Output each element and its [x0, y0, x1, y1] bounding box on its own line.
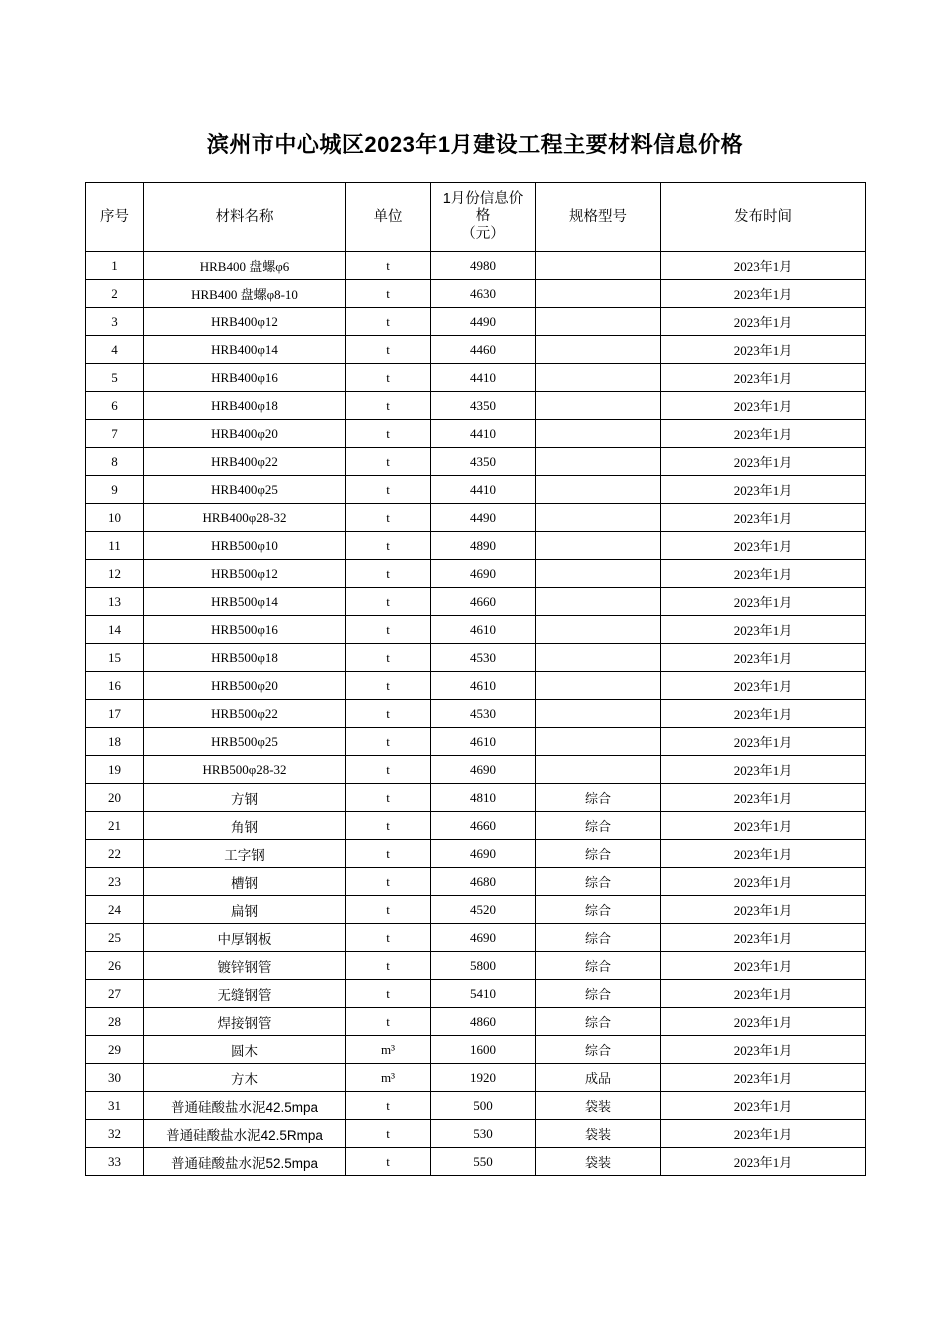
cell-price: 4410 [431, 476, 536, 504]
cell-spec: 综合 [536, 868, 661, 896]
column-header-price [431, 183, 536, 252]
cell-publish-date: 2023年1月 [661, 868, 866, 896]
cell-price: 4690 [431, 560, 536, 588]
cell-publish-date: 2023年1月 [661, 476, 866, 504]
cell-publish-date: 2023年1月 [661, 364, 866, 392]
cell-spec [536, 504, 661, 532]
cell-publish-date: 2023年1月 [661, 896, 866, 924]
column-header-price-line3: （元） [461, 225, 505, 242]
cell-material-name: 镀锌钢管 [144, 952, 346, 980]
cell-unit: t [346, 588, 431, 616]
cell-material-name: HRB500φ22 [144, 700, 346, 728]
cell-material-name: 圆木 [144, 1036, 346, 1064]
cell-publish-date: 2023年1月 [661, 980, 866, 1008]
cell-price: 4610 [431, 616, 536, 644]
table-row [86, 1092, 866, 1120]
cell-spec: 综合 [536, 924, 661, 952]
cell-material-name: HRB500φ10 [144, 532, 346, 560]
cell-publish-date: 2023年1月 [661, 420, 866, 448]
cell-unit: t [346, 476, 431, 504]
cell-publish-date: 2023年1月 [661, 308, 866, 336]
cell-publish-date: 2023年1月 [661, 1008, 866, 1036]
column-header-index: 序号 [86, 183, 144, 252]
cell-unit: t [346, 868, 431, 896]
cell-spec [536, 700, 661, 728]
cell-material-name: 方钢 [144, 784, 346, 812]
cell-unit: t [346, 728, 431, 756]
cell-spec [536, 336, 661, 364]
cell-index: 28 [86, 1008, 144, 1036]
cell-unit: t [346, 308, 431, 336]
cell-price: 4350 [431, 448, 536, 476]
cell-unit: t [346, 756, 431, 784]
cell-material-name: 扁钢 [144, 896, 346, 924]
cell-material-name: 中厚钢板 [144, 924, 346, 952]
cell-price: 530 [431, 1120, 536, 1148]
cell-material-name: HRB400φ18 [144, 392, 346, 420]
cell-publish-date: 2023年1月 [661, 504, 866, 532]
cell-spec [536, 364, 661, 392]
cell-publish-date: 2023年1月 [661, 336, 866, 364]
table-row [86, 840, 866, 868]
table-row [86, 672, 866, 700]
table-row [86, 1064, 866, 1092]
cell-spec: 袋装 [536, 1092, 661, 1120]
price-table-container [85, 182, 865, 1176]
table-row [86, 1148, 866, 1176]
cell-price: 1920 [431, 1064, 536, 1092]
cell-unit: t [346, 700, 431, 728]
cell-material-name: 方木 [144, 1064, 346, 1092]
cell-unit: t [346, 616, 431, 644]
cell-unit: t [346, 504, 431, 532]
cell-unit: t [346, 784, 431, 812]
cell-price: 4530 [431, 700, 536, 728]
cell-unit: t [346, 420, 431, 448]
cell-price: 4610 [431, 728, 536, 756]
cell-unit: t [346, 1148, 431, 1176]
table-row [86, 756, 866, 784]
cell-index: 24 [86, 896, 144, 924]
table-row [86, 952, 866, 980]
table-row [86, 392, 866, 420]
cell-material-name: HRB400φ25 [144, 476, 346, 504]
cell-unit: t [346, 840, 431, 868]
cell-unit: t [346, 448, 431, 476]
cell-unit: t [346, 952, 431, 980]
column-header-material: 材料名称 [144, 183, 346, 252]
cell-index: 33 [86, 1148, 144, 1176]
cell-publish-date: 2023年1月 [661, 280, 866, 308]
cell-material-name: HRB500φ20 [144, 672, 346, 700]
table-row [86, 896, 866, 924]
table-row [86, 924, 866, 952]
cell-spec [536, 532, 661, 560]
table-row [86, 448, 866, 476]
cell-index: 20 [86, 784, 144, 812]
table-row [86, 560, 866, 588]
table-row [86, 868, 866, 896]
cell-material-name: 焊接钢管 [144, 1008, 346, 1036]
cell-publish-date: 2023年1月 [661, 1092, 866, 1120]
cell-publish-date: 2023年1月 [661, 1148, 866, 1176]
cell-price: 4690 [431, 840, 536, 868]
table-row [86, 336, 866, 364]
table-row [86, 308, 866, 336]
table-row [86, 1008, 866, 1036]
cell-index: 6 [86, 392, 144, 420]
cell-index: 21 [86, 812, 144, 840]
table-row [86, 980, 866, 1008]
cell-index: 14 [86, 616, 144, 644]
cell-price: 4350 [431, 392, 536, 420]
cell-spec: 综合 [536, 1008, 661, 1036]
cell-publish-date: 2023年1月 [661, 1064, 866, 1092]
table-row [86, 504, 866, 532]
cell-price: 550 [431, 1148, 536, 1176]
cell-unit: t [346, 252, 431, 280]
cell-publish-date: 2023年1月 [661, 840, 866, 868]
cell-price: 4890 [431, 532, 536, 560]
cell-index: 19 [86, 756, 144, 784]
table-row [86, 1120, 866, 1148]
cell-unit: t [346, 644, 431, 672]
cell-price: 4520 [431, 896, 536, 924]
cell-publish-date: 2023年1月 [661, 924, 866, 952]
cell-price: 4660 [431, 588, 536, 616]
table-row [86, 476, 866, 504]
cell-spec: 成品 [536, 1064, 661, 1092]
cell-material-name: HRB500φ12 [144, 560, 346, 588]
table-row [86, 784, 866, 812]
cell-spec: 综合 [536, 812, 661, 840]
cell-publish-date: 2023年1月 [661, 448, 866, 476]
cell-index: 10 [86, 504, 144, 532]
cell-publish-date: 2023年1月 [661, 532, 866, 560]
table-body [86, 252, 866, 1176]
cell-price: 5410 [431, 980, 536, 1008]
cell-spec [536, 448, 661, 476]
cell-publish-date: 2023年1月 [661, 1036, 866, 1064]
cell-price: 4490 [431, 308, 536, 336]
cell-index: 11 [86, 532, 144, 560]
cell-unit: t [346, 1120, 431, 1148]
cell-index: 15 [86, 644, 144, 672]
cell-price: 4860 [431, 1008, 536, 1036]
cell-spec: 综合 [536, 784, 661, 812]
cell-material-name: HRB400 盘螺φ6 [144, 252, 346, 280]
cell-material-name: 普通硅酸盐水泥42.5Rmpa [144, 1120, 346, 1148]
cell-material-name: HRB500φ25 [144, 728, 346, 756]
cell-index: 13 [86, 588, 144, 616]
cell-price: 4660 [431, 812, 536, 840]
cell-spec [536, 560, 661, 588]
cell-publish-date: 2023年1月 [661, 560, 866, 588]
cell-publish-date: 2023年1月 [661, 644, 866, 672]
cell-publish-date: 2023年1月 [661, 588, 866, 616]
cell-price: 4680 [431, 868, 536, 896]
table-row [86, 364, 866, 392]
cell-price: 4690 [431, 924, 536, 952]
cell-index: 25 [86, 924, 144, 952]
cell-spec: 综合 [536, 896, 661, 924]
cell-spec [536, 616, 661, 644]
cell-index: 3 [86, 308, 144, 336]
column-header-unit: 单位 [346, 183, 431, 252]
cell-publish-date: 2023年1月 [661, 616, 866, 644]
cell-unit: t [346, 560, 431, 588]
cell-spec [536, 672, 661, 700]
cell-index: 29 [86, 1036, 144, 1064]
cell-material-name: HRB400φ14 [144, 336, 346, 364]
cell-material-name: 槽钢 [144, 868, 346, 896]
table-row [86, 280, 866, 308]
cell-unit: m³ [346, 1036, 431, 1064]
cell-spec [536, 252, 661, 280]
cell-material-name: HRB400φ28-32 [144, 504, 346, 532]
cell-spec: 综合 [536, 1036, 661, 1064]
cell-spec [536, 756, 661, 784]
cell-spec [536, 420, 661, 448]
cell-index: 27 [86, 980, 144, 1008]
material-price-table [85, 182, 866, 1176]
table-row [86, 812, 866, 840]
cell-material-name: HRB500φ28-32 [144, 756, 346, 784]
cell-unit: t [346, 336, 431, 364]
cell-publish-date: 2023年1月 [661, 700, 866, 728]
table-header-row [86, 183, 866, 252]
cell-index: 4 [86, 336, 144, 364]
cell-price: 4810 [431, 784, 536, 812]
cell-price: 5800 [431, 952, 536, 980]
column-header-spec: 规格型号 [536, 183, 661, 252]
table-row [86, 644, 866, 672]
table-row [86, 420, 866, 448]
cell-publish-date: 2023年1月 [661, 672, 866, 700]
cell-price: 4410 [431, 364, 536, 392]
cell-unit: t [346, 532, 431, 560]
cell-spec [536, 728, 661, 756]
cell-spec: 综合 [536, 980, 661, 1008]
cell-index: 9 [86, 476, 144, 504]
cell-unit: t [346, 1092, 431, 1120]
cell-publish-date: 2023年1月 [661, 252, 866, 280]
cell-index: 7 [86, 420, 144, 448]
cell-price: 4490 [431, 504, 536, 532]
cell-index: 31 [86, 1092, 144, 1120]
cell-material-name: HRB400φ20 [144, 420, 346, 448]
cell-spec [536, 644, 661, 672]
cell-unit: t [346, 924, 431, 952]
cell-material-name: 角钢 [144, 812, 346, 840]
table-row [86, 616, 866, 644]
cell-publish-date: 2023年1月 [661, 756, 866, 784]
cell-index: 1 [86, 252, 144, 280]
cell-index: 18 [86, 728, 144, 756]
cell-index: 8 [86, 448, 144, 476]
cell-index: 2 [86, 280, 144, 308]
cell-publish-date: 2023年1月 [661, 728, 866, 756]
cell-unit: t [346, 364, 431, 392]
cell-index: 26 [86, 952, 144, 980]
cell-material-name: 工字钢 [144, 840, 346, 868]
cell-unit: t [346, 812, 431, 840]
cell-index: 30 [86, 1064, 144, 1092]
cell-material-name: HRB400φ12 [144, 308, 346, 336]
cell-spec [536, 588, 661, 616]
cell-publish-date: 2023年1月 [661, 392, 866, 420]
cell-price: 4460 [431, 336, 536, 364]
cell-material-name: HRB400φ16 [144, 364, 346, 392]
cell-spec [536, 476, 661, 504]
table-row [86, 728, 866, 756]
cell-price: 4630 [431, 280, 536, 308]
table-row [86, 532, 866, 560]
cell-price: 1600 [431, 1036, 536, 1064]
cell-unit: t [346, 392, 431, 420]
cell-material-name: 普通硅酸盐水泥52.5mpa [144, 1148, 346, 1176]
cell-material-name: HRB500φ18 [144, 644, 346, 672]
cell-unit: t [346, 672, 431, 700]
table-header [86, 183, 866, 252]
column-header-price-line2: 格 [475, 208, 491, 225]
cell-unit: t [346, 280, 431, 308]
page-title: 滨州市中心城区2023年1月建设工程主要材料信息价格 [206, 132, 744, 157]
cell-unit: t [346, 896, 431, 924]
cell-price: 4980 [431, 252, 536, 280]
cell-spec: 综合 [536, 840, 661, 868]
cell-price: 4530 [431, 644, 536, 672]
cell-publish-date: 2023年1月 [661, 1120, 866, 1148]
cell-material-name: 普通硅酸盐水泥42.5mpa [144, 1092, 346, 1120]
cell-spec [536, 280, 661, 308]
cell-material-name: HRB400φ22 [144, 448, 346, 476]
cell-index: 22 [86, 840, 144, 868]
cell-price: 500 [431, 1092, 536, 1120]
cell-material-name: HRB500φ14 [144, 588, 346, 616]
cell-price: 4610 [431, 672, 536, 700]
cell-spec [536, 392, 661, 420]
cell-index: 17 [86, 700, 144, 728]
cell-index: 23 [86, 868, 144, 896]
cell-spec: 综合 [536, 952, 661, 980]
cell-publish-date: 2023年1月 [661, 784, 866, 812]
cell-spec: 袋装 [536, 1148, 661, 1176]
table-row [86, 588, 866, 616]
cell-price: 4690 [431, 756, 536, 784]
cell-unit: t [346, 1008, 431, 1036]
cell-price: 4410 [431, 420, 536, 448]
cell-unit: m³ [346, 1064, 431, 1092]
table-row [86, 252, 866, 280]
cell-index: 12 [86, 560, 144, 588]
cell-index: 5 [86, 364, 144, 392]
cell-index: 16 [86, 672, 144, 700]
cell-unit: t [346, 980, 431, 1008]
cell-material-name: 无缝钢管 [144, 980, 346, 1008]
column-header-publish-date: 发布时间 [661, 183, 866, 252]
cell-material-name: HRB500φ16 [144, 616, 346, 644]
cell-spec [536, 308, 661, 336]
table-row [86, 1036, 866, 1064]
cell-material-name: HRB400 盘螺φ8-10 [144, 280, 346, 308]
table-row [86, 700, 866, 728]
cell-index: 32 [86, 1120, 144, 1148]
cell-spec: 袋装 [536, 1120, 661, 1148]
cell-publish-date: 2023年1月 [661, 812, 866, 840]
column-header-price-line1: 1月份信息价 [442, 190, 524, 207]
cell-publish-date: 2023年1月 [661, 952, 866, 980]
